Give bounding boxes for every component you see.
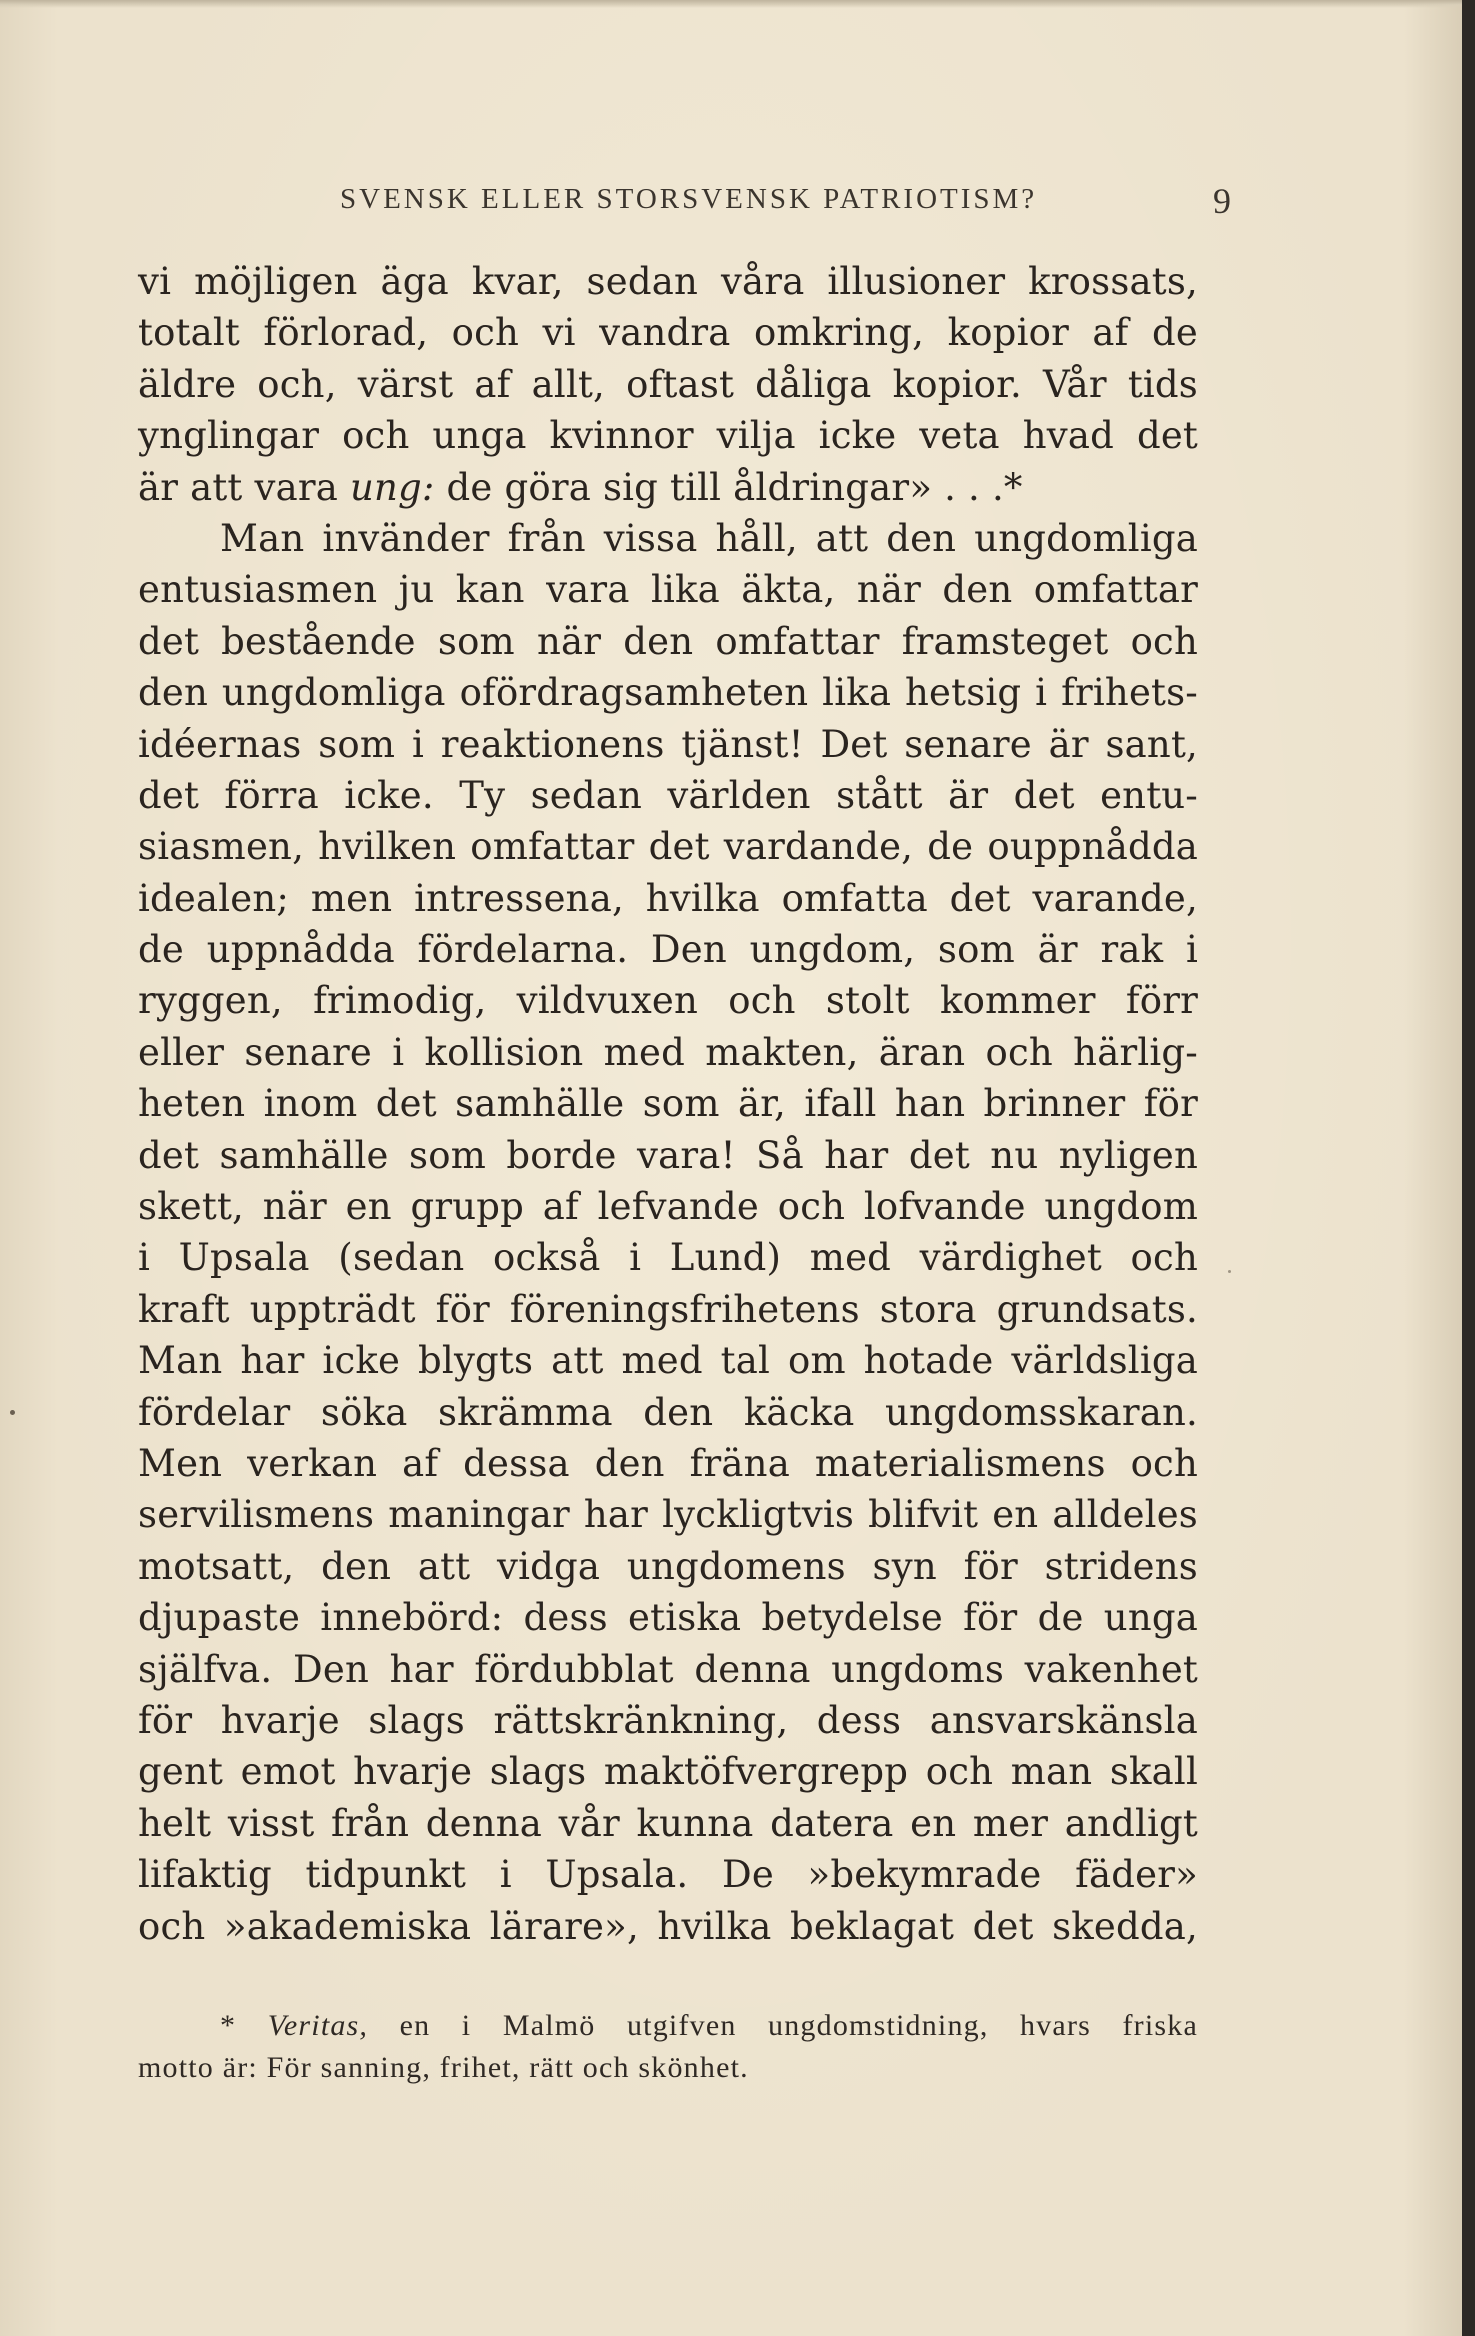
- text-line: lifaktig tidpunkt i Upsala. De »bekymrade fäder»: [138, 1853, 1198, 1897]
- footnote-line: motto är: För sanning, frihet, rätt och skönhet.: [138, 2051, 749, 2084]
- text-line: Man har icke blygts att med tal om hotade världsliga: [138, 1339, 1198, 1383]
- footnote-title: Veritas,: [267, 2009, 369, 2042]
- text-line: totalt förlorad, och vi vandra omkring, kopior af de: [138, 311, 1198, 355]
- text-line: idéernas som i reaktionens tjänst! Det senare är sant,: [138, 722, 1198, 766]
- footnote-text: en i Malmö utgifven ungdomstidning, hvars friska: [399, 2009, 1198, 2042]
- page-top-edge: [0, 0, 1462, 8]
- text-line: ynglingar och unga kvinnor vilja icke veta hvad det: [138, 414, 1198, 458]
- body-text: [138, 256, 1198, 1952]
- text-line: det bestående som när den omfattar framsteget och: [138, 619, 1198, 663]
- text-line: idealen; men intressena, hvilka omfatta det varande,: [138, 876, 1198, 920]
- text-line: fördelar söka skrämma den käcka ungdomsskaran.: [138, 1390, 1198, 1434]
- text-line: ryggen, frimodig, vildvuxen och stolt kommer förr: [138, 979, 1198, 1023]
- text-line: heten inom det samhälle som är, ifall han brinner för: [138, 1082, 1198, 1126]
- text-line: helt visst från denna vår kunna datera en mer andligt: [138, 1801, 1198, 1845]
- text-line: djupaste innebörd: dess etiska betydelse för de unga: [138, 1596, 1198, 1640]
- text-line: den ungdomliga ofördragsamheten lika hetsig i frihets-: [138, 671, 1198, 715]
- text-line: och »akademiska lärare», hvilka beklagat det skedda,: [138, 1904, 1198, 1948]
- running-head: SVENSK ELLER STORSVENSK PATRIOTISM?: [340, 183, 1038, 215]
- text-line: själfva. Den har fördubblat denna ungdoms vakenhet: [138, 1647, 1198, 1691]
- text-fragment: de göra sig till åldringar» . . .*: [446, 465, 1023, 509]
- text-line: i Upsala (sedan också i Lund) med värdighet och: [138, 1236, 1198, 1280]
- text-line: gent emot hvarje slags maktöfvergrepp och man skall: [138, 1750, 1198, 1794]
- text-line: siasmen, hvilken omfattar det vardande, de ouppnådda: [138, 825, 1198, 869]
- text-line: eller senare i kollision med makten, äran och härlig-: [138, 1030, 1198, 1074]
- text-fragment: är att vara: [138, 465, 338, 509]
- text-line: [138, 462, 1198, 513]
- text-line: kraft uppträdt för föreningsfrihetens stora grundsats.: [138, 1287, 1198, 1331]
- text-line: de uppnådda fördelarna. Den ungdom, som är rak i: [138, 928, 1198, 972]
- text-line: äldre och, värst af allt, oftast dåliga kopior. Vår tids: [138, 362, 1198, 406]
- paper-speck: [1228, 1270, 1231, 1273]
- footnote-line: [138, 2005, 1198, 2047]
- emphasis-word: ung:: [349, 465, 435, 509]
- text-line: för hvarje slags rättskränkning, dess ansvarskänsla: [138, 1698, 1198, 1742]
- footnote-marker: *: [220, 2009, 237, 2042]
- text-line: det samhälle som borde vara! Så har det nu nyligen: [138, 1133, 1198, 1177]
- text-line: Man invänder från vissa håll, att den ungdomliga: [220, 516, 1198, 560]
- text-line: motsatt, den att vidga ungdomens syn för stridens: [138, 1544, 1198, 1588]
- text-line: vi möjligen äga kvar, sedan våra illusioner krossats,: [138, 260, 1198, 303]
- page-number: 9: [1213, 181, 1231, 221]
- footnote: [138, 2005, 1198, 2089]
- text-line: det förra icke. Ty sedan världen stått är det entu-: [138, 773, 1198, 817]
- text-line: skett, när en grupp af lefvande och lofvande ungdom: [138, 1185, 1198, 1229]
- text-line: Men verkan af dessa den fräna materialismens och: [138, 1441, 1198, 1485]
- text-line: servilismens maningar har lyckligtvis blifvit en alldeles: [138, 1493, 1198, 1537]
- paper-speck: [10, 1410, 15, 1415]
- page-binding-edge: [1462, 0, 1475, 2336]
- text-line: entusiasmen ju kan vara lika äkta, när den omfattar: [138, 568, 1198, 612]
